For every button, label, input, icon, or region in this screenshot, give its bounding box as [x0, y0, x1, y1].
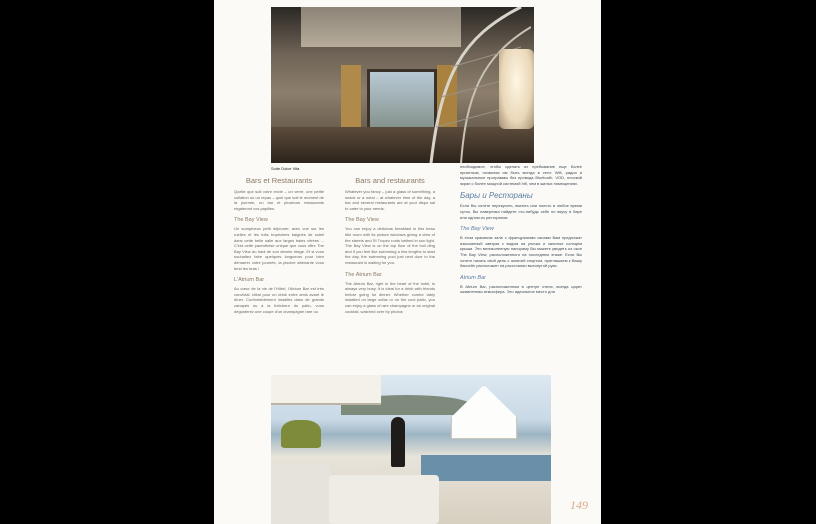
- english-column: [345, 176, 435, 314]
- russian-atrium-text: В Atrium Bar, расположенном в центре отеля, всегда царит оживленная атмосфера. Это идеальное место для: [460, 283, 582, 295]
- english-bay-view-title: The Bay View: [345, 217, 379, 224]
- russian-column: [460, 164, 582, 295]
- french-atrium-title: L'Atrium Bar: [234, 277, 265, 284]
- magazine-page: [214, 0, 601, 524]
- english-atrium-text: The Atrium Bar, right in the heart of the hotel, is always very busy. It is ideal for a drink with friends before going for dinner. Whether comfor tably installed on large sofas or on the cool patio, you can enjoy a glass of rare champagne or an original cocktail, watched over by photos: [345, 280, 435, 314]
- english-heading: Bars and restaurants: [355, 176, 425, 185]
- russian-bay-view-text: В этом красивом зале с французскими окнами Вам предложат изысканный завтрак с видом на улочки и залитые солнцем крыши. Это великолепную панораму Вы можете увидеть из окон The Bay View, расположенного на последнем этаже. Если Вы хотите начать свой день с занятий спортом, приглашаем к Вашу бассейн расположен на расстоянии вытянутой руки.: [460, 235, 582, 269]
- russian-heading: Бары и Рестораны: [460, 191, 533, 201]
- french-bay-view-title: The Bay View: [234, 217, 268, 224]
- page-number: 149: [570, 498, 588, 512]
- french-intro: Quelle que soit votre envie – un verre, une petite collation ou un repas – quel que soit le moment de la journée, un bar et plusieurs restaurants régaleront vos papilles.: [234, 189, 324, 211]
- terrace-photo: [271, 375, 551, 524]
- english-atrium-title: The Atrium Bar: [345, 271, 382, 278]
- russian-atrium-title: Atrium Bar: [460, 274, 486, 281]
- french-atrium-text: Au cœur de la vie de l'Hôtel, l'Atrium Bar est très convivial. Idéal pour un drink entre amis avant le dîner. Confortablement installés dans de grands canapés ou à la fraîcheur du patio, vous dégusterez une coupe d'un champagne rare ou: [234, 286, 324, 314]
- photo-caption: Suite Dolce Vita: [271, 166, 300, 171]
- russian-intro: необходимое, чтобы сделать их пребывание еще более приятным, позволяя им быть всегда в сети: Wifi, радио и музыкальные программы без провода Bluetooth, VOD, плоский экран с более мощной системой hifi, чем в жилых помещениях.: [460, 164, 582, 186]
- english-bay-view-text: You can enjoy a delicious breakfast in this beau tiful room with its picture windows giving a view of the streets and St Tropez roofs bathed in sun light. The Bay View is on the top floor of the buil ding and if you feel like swimming a few lengths to start the day, the swimming pool just next door to the restaurant is waiting for you.: [345, 226, 435, 265]
- french-column: [234, 176, 324, 314]
- english-intro: Whatever you fancy – just a glass of something, a snack or a meal – at whatever time of the day, a bar and several restaurants are at your dispo sal to cater to your needs.: [345, 189, 435, 211]
- french-bay-view-text: Un somptueux petit déjeuner, avec vue sur les ruelles et les toits tropéziens baignés de soleil dans cette belle salle aux larges baies vitrées ... C'est cette parenthèse unique que vous offre The Bay View du haut de son dernier étage. Et si vous souhaitez faire quelques longueurs pour bien démarrer votre journée, la piscine attenante vous tend les bras !: [234, 226, 324, 271]
- french-heading: Bars et Restaurants: [245, 176, 313, 185]
- russian-bars-text: Если Вы хотите перекусить, выпить или поесть в любое время суток, Вы наверняка найдете что-нибудь себе по вкусу в баре или одном из ресторанов.: [460, 203, 582, 220]
- russian-bay-view-title: The Bay View: [460, 226, 494, 233]
- suite-photo: [271, 7, 534, 163]
